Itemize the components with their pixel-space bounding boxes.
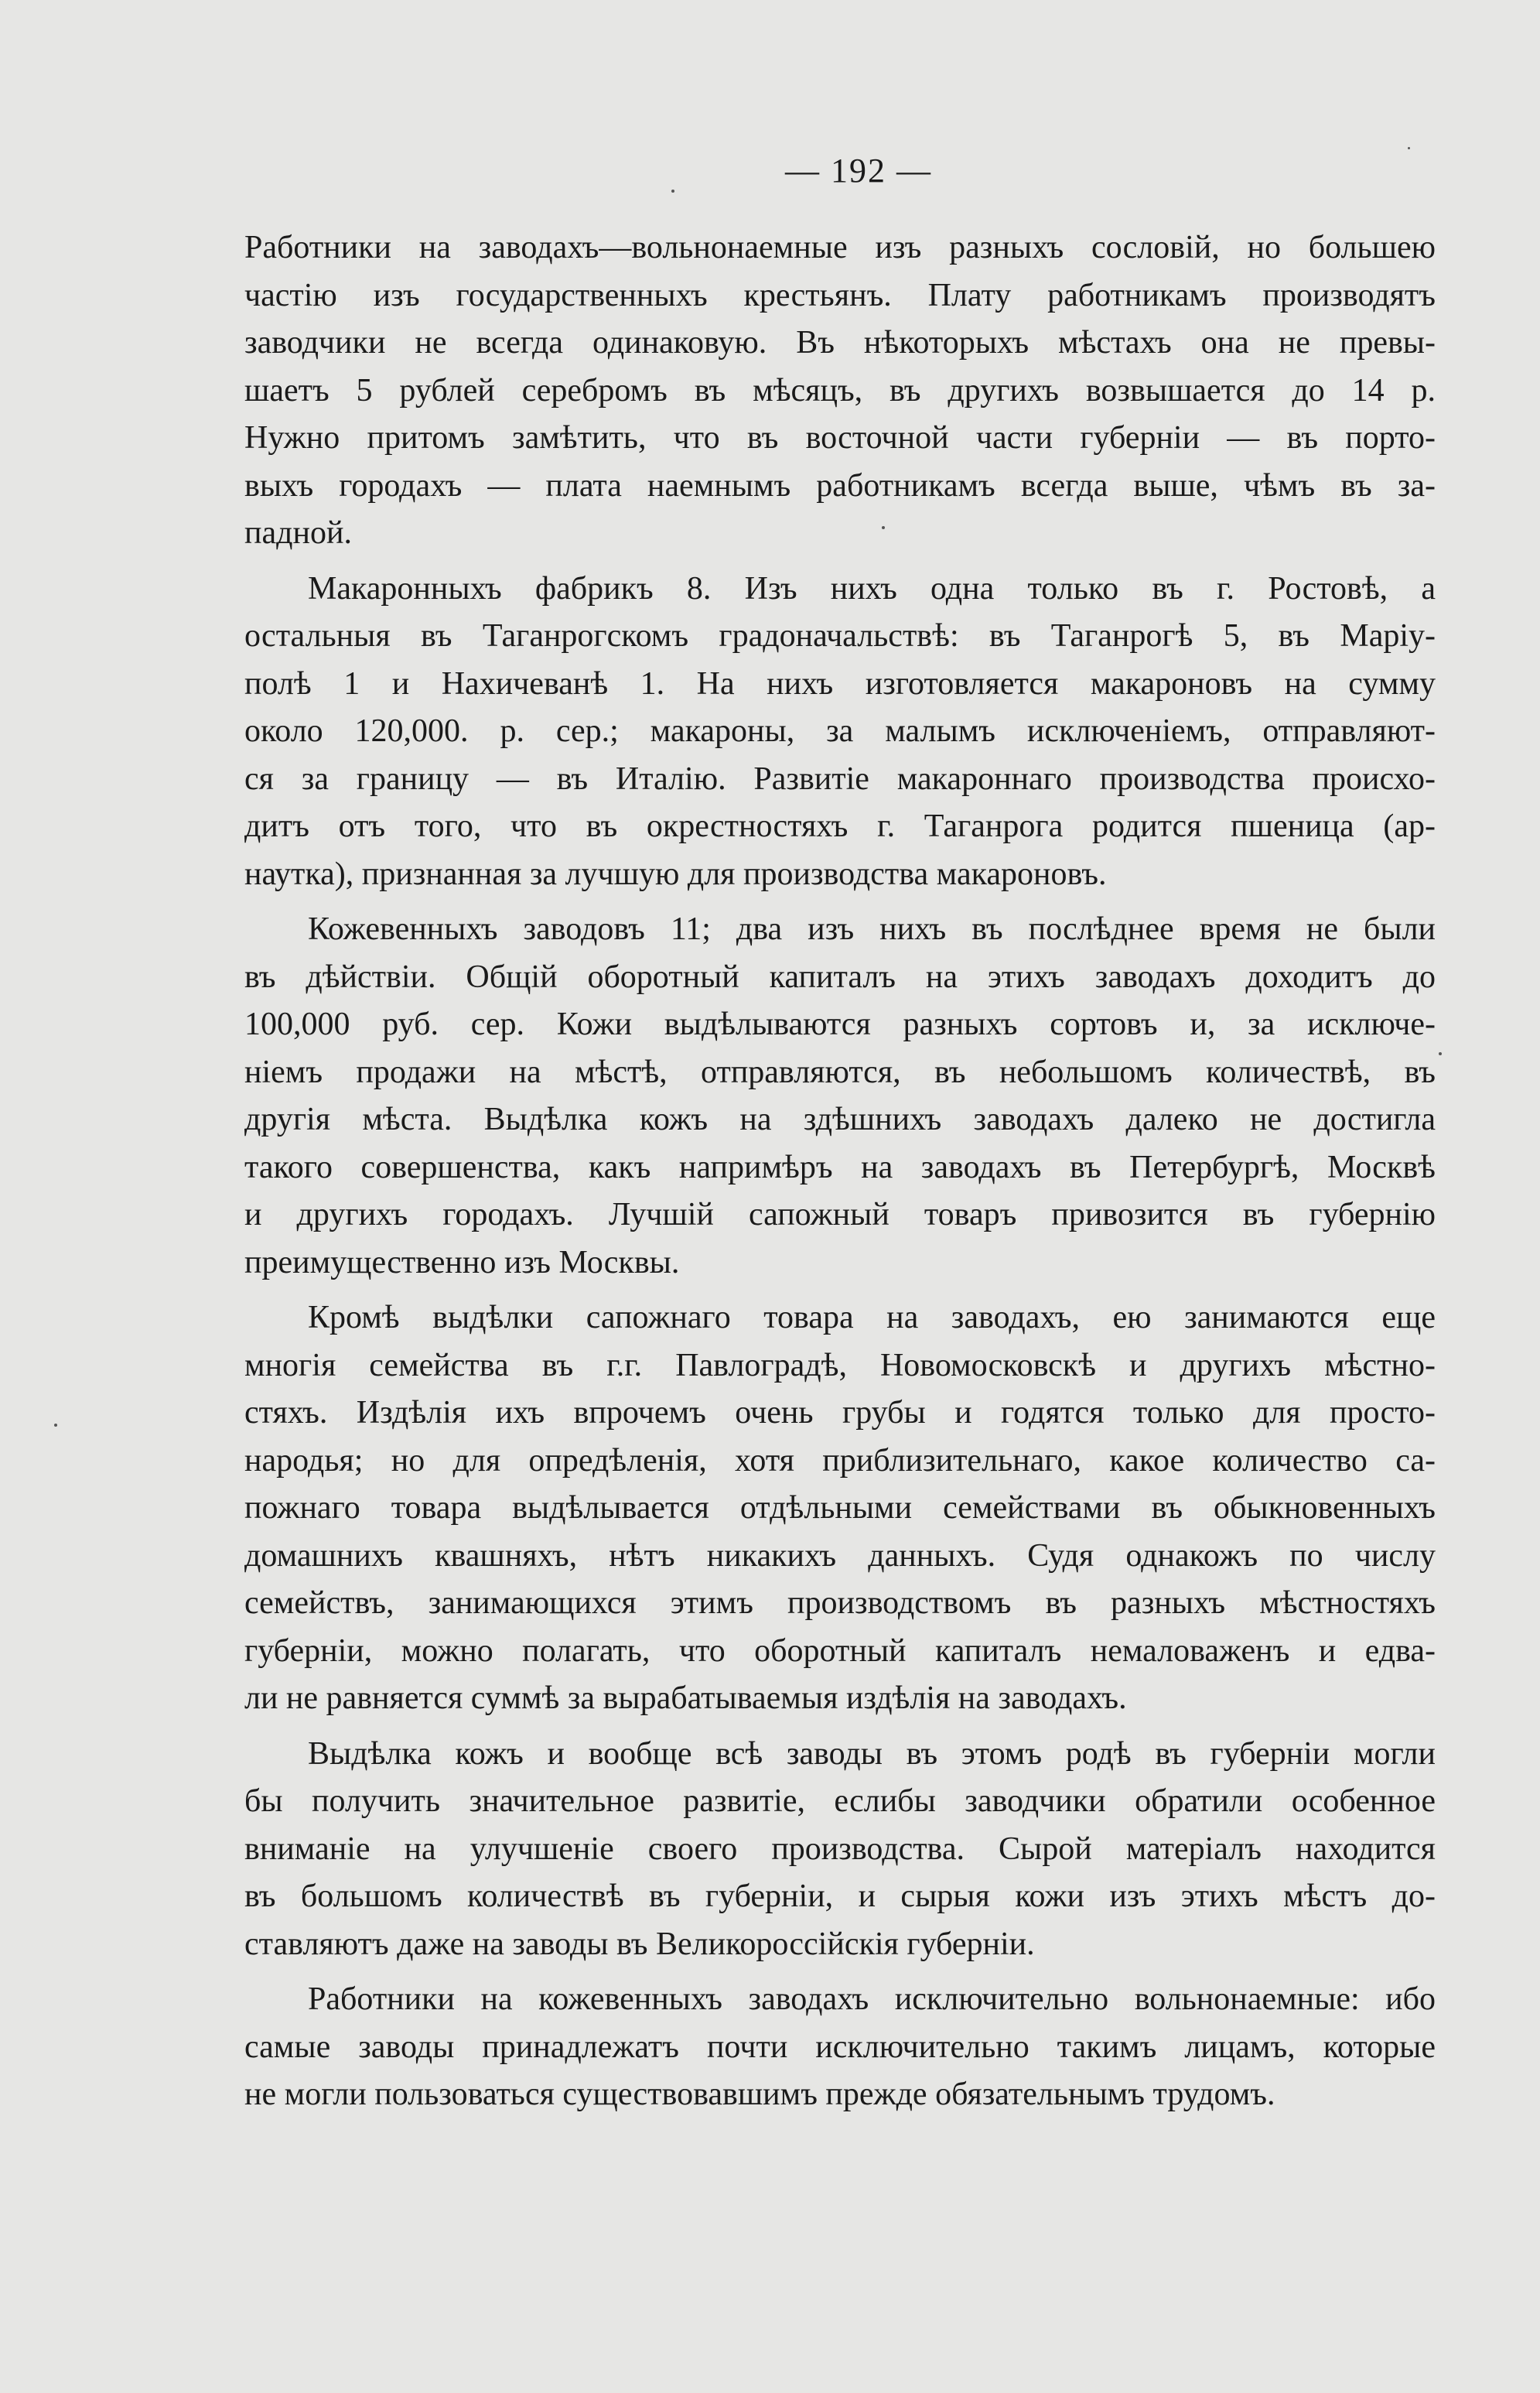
text-line: частію изъ государственныхъ крестьянъ. Плату работникамъ производятъ (244, 277, 1436, 313)
scan-speck (1408, 147, 1410, 149)
text-line: другія мѣста. Выдѣлка кожъ на здѣшнихъ заводахъ далеко не достигла (244, 1102, 1436, 1137)
text-line: дитъ отъ того, что въ окрестностяхъ г. Таганрога родится пшеница (ар- (244, 808, 1436, 844)
text-line: такого совершенства, какъ напримѣръ на заводахъ въ Петербургѣ, Москвѣ (244, 1149, 1436, 1185)
text-line: остальныя въ Таганрогскомъ градоначальствѣ: въ Таганрогѣ 5, въ Маріу- (244, 618, 1436, 654)
body-text (244, 224, 1436, 2119)
text-line: ли не равняется суммѣ за вырабатываемыя издѣлія на заводахъ. (244, 1680, 1127, 1716)
text-line: наутка), признанная за лучшую для производства макароновъ. (244, 856, 1107, 892)
text-line: семействъ, занимающихся этимъ производствомъ въ разныхъ мѣстностяхъ (244, 1585, 1436, 1621)
paragraph (244, 906, 1436, 1287)
paragraph (244, 224, 1436, 558)
text-line: многія семейства въ г.г. Павлоградѣ, Новомосковскѣ и другихъ мѣстно- (244, 1347, 1436, 1383)
text-line: выхъ городахъ — плата наемнымъ работникамъ всегда выше, чѣмъ въ за- (244, 467, 1436, 504)
text-line: въ большомъ количествѣ въ губерніи, и сырыя кожи изъ этихъ мѣстъ до- (244, 1879, 1436, 1914)
text-line: Макаронныхъ фабрикъ 8. Изъ нихъ одна только въ г. Ростовѣ, а (308, 570, 1436, 607)
text-line: пожнаго товара выдѣлывается отдѣльными семействами въ обыкновенныхъ (244, 1490, 1436, 1526)
text-line: вниманіе на улучшеніе своего производства. Сырой матеріалъ находится (244, 1831, 1436, 1867)
text-line: 100,000 руб. сер. Кожи выдѣлываются разныхъ сортовъ и, за исключе- (244, 1007, 1436, 1042)
text-line: ставляютъ даже на заводы въ Великороссійскія губерніи. (244, 1926, 1035, 1962)
text-line: шаетъ 5 рублей серебромъ въ мѣсяцъ, въ другихъ возвышается до 14 р. (244, 372, 1436, 409)
text-line: самые заводы принадлежатъ почти исключительно такимъ лицамъ, которые (244, 2029, 1436, 2065)
scan-speck (882, 526, 885, 529)
paragraph (244, 1294, 1436, 1723)
text-line: Нужно притомъ замѣтить, что въ восточной части губерніи — въ порто- (244, 420, 1436, 456)
text-line: и другихъ городахъ. Лучшій сапожный товаръ привозится въ губернію (244, 1197, 1436, 1232)
text-line: въ дѣйствіи. Общій оборотный капиталъ на этихъ заводахъ доходитъ до (244, 959, 1436, 995)
text-line: бы получить значительное развитіе, еслибы заводчики обратили особенное (244, 1783, 1436, 1819)
text-line: падной. (244, 515, 352, 551)
page-number: — 192 — (785, 152, 932, 190)
paragraph (244, 1731, 1436, 1969)
text-line: Работники на кожевенныхъ заводахъ исключительно вольнонаемные: ибо (308, 1981, 1436, 2017)
text-line: Кожевенныхъ заводовъ 11; два изъ нихъ въ послѣднее время не были (308, 911, 1436, 947)
text-line: Работники на заводахъ—вольнонаемные изъ разныхъ сословій, но большею (244, 230, 1436, 265)
text-line: стяхъ. Издѣлія ихъ впрочемъ очень грубы и годятся только для просто- (244, 1395, 1436, 1431)
paragraph (244, 1976, 1436, 2119)
scan-speck (54, 1424, 57, 1427)
scan-speck (671, 190, 674, 193)
text-line: домашнихъ квашняхъ, нѣтъ никакихъ данныхъ. Судя однакожъ по числу (244, 1537, 1436, 1574)
text-line: заводчики не всегда одинаковую. Въ нѣкоторыхъ мѣстахъ она не превы- (244, 325, 1436, 361)
text-line: не могли пользоваться существовавшимъ прежде обязательнымъ трудомъ. (244, 2077, 1275, 2112)
text-line: полѣ 1 и Нахичеванѣ 1. На нихъ изготовляется макароновъ на сумму (244, 665, 1436, 702)
text-line: около 120,000. р. сер.; макароны, за малымъ исключеніемъ, отправляют- (244, 713, 1436, 749)
text-line: губерніи, можно полагать, что оборотный капиталъ немаловаженъ и едва- (244, 1632, 1436, 1669)
scan-speck (1439, 1052, 1442, 1055)
text-line: ніемъ продажи на мѣстѣ, отправляются, въ небольшомъ количествѣ, въ (244, 1054, 1436, 1090)
text-line: Кромѣ выдѣлки сапожнаго товара на заводахъ, ею занимаются еще (308, 1300, 1436, 1335)
text-line: Выдѣлка кожъ и вообще всѣ заводы въ этомъ родѣ въ губерніи могли (308, 1735, 1436, 1772)
text-line: народья; но для опредѣленія, хотя приблизительнаго, какое количество са- (244, 1442, 1436, 1479)
text-line: преимущественно изъ Москвы. (244, 1244, 680, 1280)
paragraph (244, 566, 1436, 899)
text-line: ся за границу — въ Италію. Развитіе макароннаго производства происхо- (244, 761, 1436, 797)
